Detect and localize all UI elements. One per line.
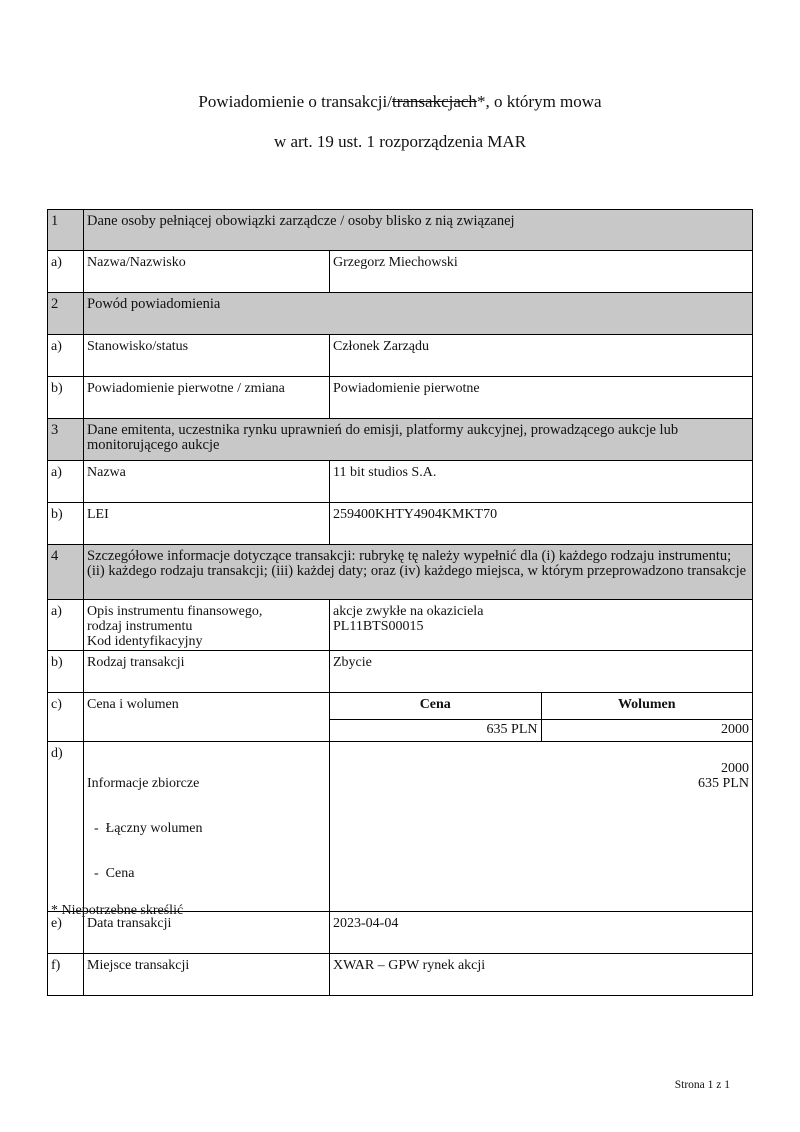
- price-volume-table: [330, 693, 752, 741]
- label-line: rodzaj instrumentu: [87, 619, 193, 634]
- title-text: Powiadomienie o transakcji/: [198, 92, 392, 111]
- row-key: c): [48, 693, 84, 742]
- footnote: * Niepotrzebne skreślić: [51, 903, 184, 918]
- table-row: [48, 335, 753, 377]
- table-row: [48, 251, 753, 293]
- document-title-line2: w art. 19 ust. 1 rozporządzenia MAR: [273, 132, 527, 151]
- row-key: a): [48, 461, 84, 503]
- row-label: Nazwa: [84, 461, 330, 503]
- title-text-end: *, o którym mowa: [476, 92, 602, 111]
- row-value: [330, 600, 753, 651]
- row-label: Rodzaj transakcji: [84, 651, 330, 693]
- row-value: Członek Zarządu: [330, 335, 753, 377]
- section-3-header-row: [48, 419, 753, 461]
- section-number: 1: [48, 210, 84, 251]
- table-row: [48, 651, 753, 693]
- row-value: Grzegorz Miechowski: [330, 251, 753, 293]
- label-line: Kod identyfikacyjny: [87, 634, 203, 649]
- row-label: [84, 600, 330, 651]
- row-label: LEI: [84, 503, 330, 545]
- row-label: Stanowisko/status: [84, 335, 330, 377]
- row-value: 2023-04-04: [330, 912, 753, 954]
- label-line: Informacje zbiorcze: [87, 776, 200, 791]
- section-heading: Powód powiadomienia: [84, 293, 753, 335]
- aggregate-price-value: 635 PLN: [698, 776, 749, 791]
- section-number: 3: [48, 419, 84, 461]
- row-value: 259400KHTY4904KMKT70: [330, 503, 753, 545]
- notification-table: [47, 209, 753, 996]
- row-key: b): [48, 503, 84, 545]
- section-number: 2: [48, 293, 84, 335]
- price-volume-values: [330, 720, 752, 742]
- row-label: [84, 742, 330, 912]
- label-line: Opis instrumentu finansowego,: [87, 604, 263, 619]
- row-key: a): [48, 600, 84, 651]
- section-heading: Dane emitenta, uczestnika rynku uprawnień do emisji, platformy aukcyjnej, prowadzącego aukcje lub monitorującego aukcje: [84, 419, 753, 461]
- label-line: - Łączny wolumen: [87, 821, 203, 836]
- table-row: [48, 954, 753, 996]
- volume-value: 2000: [721, 722, 749, 737]
- row-key: a): [48, 251, 84, 293]
- row-label: Cena i wolumen: [84, 693, 330, 742]
- section-1-header-row: [48, 210, 753, 251]
- table-row: [48, 600, 753, 651]
- row-label: Miejsce transakcji: [84, 954, 330, 996]
- row-label: Powiadomienie pierwotne / zmiana: [84, 377, 330, 419]
- row-key: a): [48, 335, 84, 377]
- table-row: [48, 377, 753, 419]
- row-label: Nazwa/Nazwisko: [84, 251, 330, 293]
- instrument-description: akcje zwykłe na okaziciela: [333, 604, 484, 619]
- row-key: e): [48, 912, 84, 954]
- price-volume-cell: [330, 693, 753, 742]
- row-value: Powiadomienie pierwotne: [330, 377, 753, 419]
- table-row: [48, 742, 753, 912]
- row-key: f): [48, 954, 84, 996]
- volume-column-header: Wolumen: [541, 693, 752, 720]
- page-indicator: Strona 1 z 1: [674, 1079, 730, 1091]
- table-row: [48, 693, 753, 742]
- row-key: d): [48, 742, 84, 912]
- total-volume-value: 2000: [721, 761, 749, 776]
- section-2-header-row: [48, 293, 753, 335]
- row-value: Zbycie: [330, 651, 753, 693]
- table-row: [48, 461, 753, 503]
- row-value: XWAR – GPW rynek akcji: [330, 954, 753, 996]
- row-key: b): [48, 377, 84, 419]
- section-heading: Dane osoby pełniącej obowiązki zarządcze / osoby blisko z nią związanej: [84, 210, 753, 251]
- document-title-line1: [0, 92, 800, 112]
- section-4-header-row: [48, 545, 753, 600]
- price-value: 635 PLN: [330, 720, 541, 742]
- row-value: 11 bit studios S.A.: [330, 461, 753, 503]
- table-row: [48, 503, 753, 545]
- aggregate-values: [330, 742, 753, 912]
- price-volume-header: [330, 693, 752, 720]
- row-key: b): [48, 651, 84, 693]
- price-column-header: Cena: [330, 693, 541, 720]
- row-label: Data transakcji: [84, 912, 330, 954]
- title-struck-text: transakcjach: [391, 92, 477, 111]
- label-line: - Cena: [87, 866, 135, 881]
- section-heading: Szczegółowe informacje dotyczące transakcji: rubrykę tę należy wypełnić dla (i) każdego rodzaju instrumentu; (ii) każdego rodzaju transakcji; (iii) każdej daty; oraz (iv) każdego miejsca, w którym przeprowadzono transakcje: [84, 545, 753, 600]
- instrument-code: PL11BTS00015: [333, 619, 424, 634]
- section-number: 4: [48, 545, 84, 600]
